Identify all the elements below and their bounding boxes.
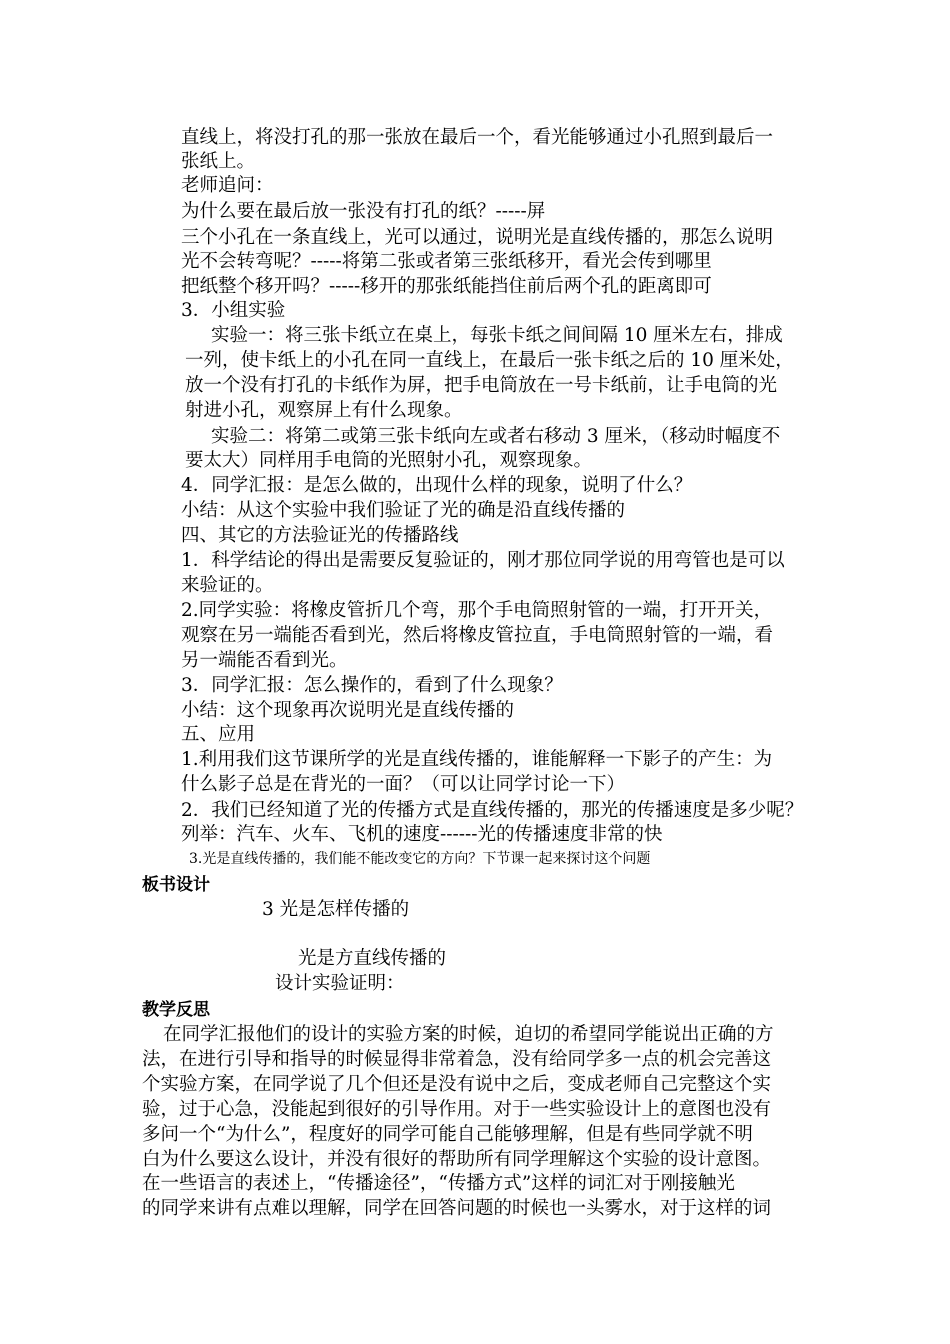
section-heading: 四、其它的方法验证光的传播路线 <box>181 525 459 546</box>
text-line: 小结：这个现象再次说明光是直线传播的 <box>181 700 515 721</box>
board-title: 3 光是怎样传播的 <box>262 899 410 920</box>
text-line: 一列，使卡纸上的小孔在同一直线上，在最后一张卡纸之后的 10 厘米处， <box>185 350 794 371</box>
text-line: 白为什么要这么设计，并没有很好的帮助所有同学理解这个实验的设计意图。 <box>142 1149 772 1170</box>
text-line: 列举：汽车、火车、飞机的速度------光的传播速度非常的快 <box>181 824 663 845</box>
text-line: 实验一：将三张卡纸立在桌上，每张卡纸之间间隔 10 厘米左右，排成 <box>211 325 783 346</box>
text-line: 老师追问： <box>181 175 274 196</box>
text-line: 在一些语言的表述上，“传播途径”，“传播方式”这样的词汇对于刚接触光 <box>142 1173 735 1194</box>
text-line: 放一个没有打孔的卡纸作为屏，把手电筒放在一号卡纸前，让手电筒的光 <box>185 375 778 396</box>
text-line: 实验二：将第二或第三张卡纸向左或者右移动 3 厘米，（移动时幅度不 <box>211 426 781 447</box>
text-line: 直线上，将没打孔的那一张放在最后一个，看光能够通过小孔照到最后一 <box>181 127 774 148</box>
text-line: 2．我们已经知道了光的传播方式是直线传播的，那光的传播速度是多少呢？ <box>181 800 804 821</box>
text-line: 法，在进行引导和指导的时候显得非常着急，没有给同学多一点的机会完善这 <box>142 1049 772 1070</box>
text-line: 的同学来讲有点难以理解，同学在回答问题的时候也一头雾水，对于这样的词 <box>142 1198 772 1219</box>
board-design-heading: 板书设计 <box>142 875 210 895</box>
section-heading: 五、应用 <box>181 724 256 745</box>
text-line: 2.同学实验：将橡皮管折几个弯，那个手电筒照射管的一端，打开开关， <box>181 600 773 621</box>
text-line: 1.利用我们这节课所学的光是直线传播的，谁能解释一下影子的产生：为 <box>181 749 773 770</box>
text-line: 个实验方案，在同学说了几个但还是没有说中之后，变成老师自己完整这个实 <box>142 1074 772 1095</box>
text-line: 小结：从这个实验中我们验证了光的确是沿直线传播的 <box>181 500 626 521</box>
text-line: 在同学汇报他们的设计的实验方案的时候，迫切的希望同学能说出正确的方 <box>163 1024 774 1045</box>
text-line: 为什么要在最后放一张没有打孔的纸？-----屏 <box>181 201 546 222</box>
board-line: 设计实验证明： <box>275 973 405 994</box>
text-line: 张纸上。 <box>181 151 256 172</box>
text-line: 3.光是直线传播的，我们能不能改变它的方向？下节课一起来探讨这个问题 <box>189 851 651 867</box>
text-line: 光不会转弯呢？-----将第二张或者第三张纸移开，看光会传到哪里 <box>181 251 712 272</box>
text-line: 另一端能否看到光。 <box>181 650 348 671</box>
reflection-heading: 教学反思 <box>142 1000 210 1020</box>
text-line: 什么影子总是在背光的一面？（可以让同学讨论一下） <box>181 774 626 795</box>
text-line: 多问一个“为什么”，程度好的同学可能自己能够理解，但是有些同学就不明 <box>142 1124 753 1145</box>
text-line: 1．科学结论的得出是需要反复验证的，刚才那位同学说的用弯管也是可以 <box>181 550 785 571</box>
section-heading: 3．小组实验 <box>181 300 286 321</box>
text-line: 把纸整个移开吗？-----移开的那张纸能挡住前后两个孔的距离即可 <box>181 276 712 297</box>
text-line: 射进小孔，观察屏上有什么现象。 <box>185 400 463 421</box>
text-line: 要太大）同样用手电筒的光照射小孔，观察现象。 <box>185 450 593 471</box>
board-line: 光是方直线传播的 <box>298 948 447 969</box>
text-line: 3．同学汇报：怎么操作的，看到了什么现象？ <box>181 675 563 696</box>
text-line: 4．同学汇报：是怎么做的，出现什么样的现象，说明了什么？ <box>181 475 693 496</box>
text-line: 验，过于心急，没能起到很好的引导作用。对于一些实验设计上的意图也没有 <box>142 1099 772 1120</box>
text-line: 观察在另一端能否看到光，然后将橡皮管拉直，手电筒照射管的一端，看 <box>181 625 774 646</box>
text-line: 来验证的。 <box>181 575 274 596</box>
text-line: 三个小孔在一条直线上，光可以通过，说明光是直线传播的，那怎么说明 <box>181 227 774 248</box>
